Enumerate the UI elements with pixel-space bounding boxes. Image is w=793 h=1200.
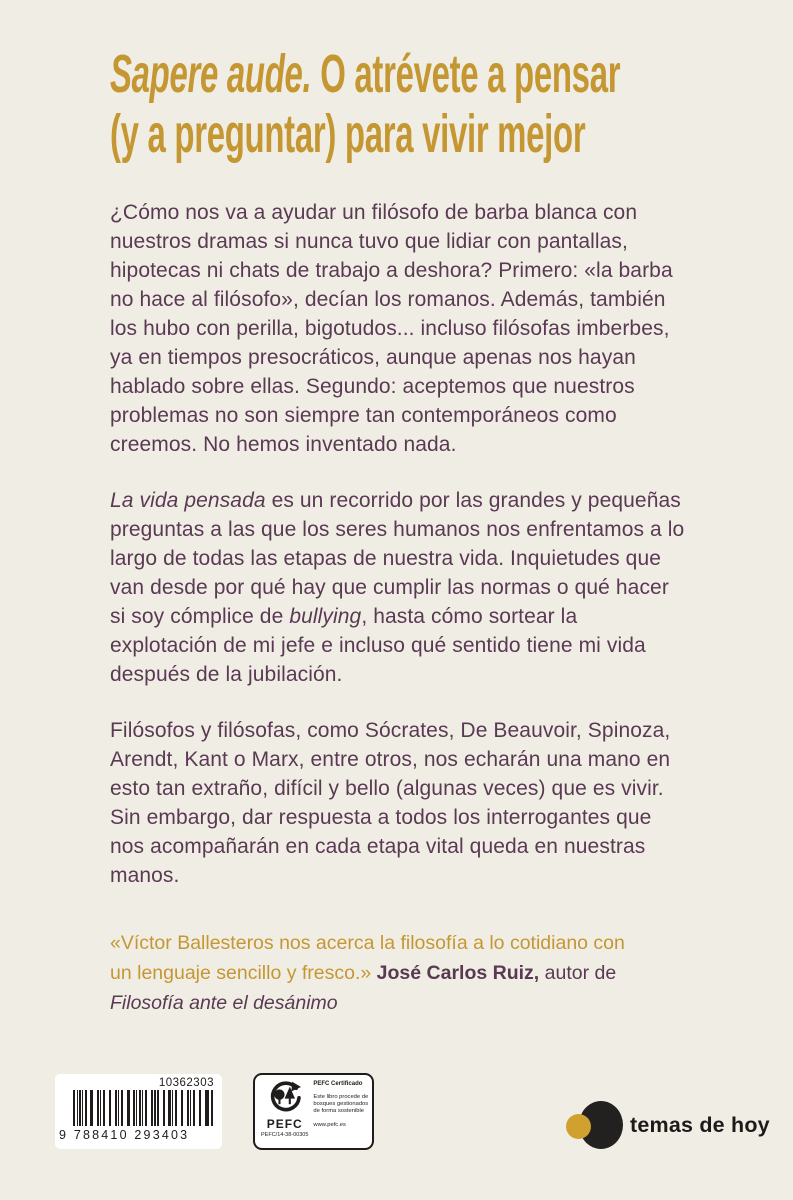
publisher-logo [566, 1098, 786, 1160]
synopsis-paragraph-2: La vida pensada es un recorrido por las grandes y pequeñas preguntas a las que los seres humanos nos enfrentamos a lo largo de todas las etapas de nuestra vida. Inquietudes que van desde por qué hay que cumplir las normas o qué hacer si soy cómplice de bullying, hasta cómo sortear la explotación de mi jefe e incluso qué sentido tiene mi vida después de la jubilación. [110, 489, 685, 686]
review-quote: «Víctor Ballesteros nos acerca la filosofía a lo cotidiano con un lenguaje sencillo y fresco.» José Carlos Ruiz, autor de Filosofía ante el desánimo [110, 932, 625, 1014]
publisher-gold-circle-icon [566, 1114, 591, 1139]
pefc-description: Este libro procede de bosques gestionados de forma sostenible [313, 1094, 369, 1114]
barcode-internal-number: 10362303 [158, 1077, 214, 1089]
publisher-name: temas de hoy [630, 1113, 770, 1137]
synopsis-paragraph-1: ¿Cómo nos va a ayudar un filósofo de barba blanca con nuestros dramas si nunca tuvo que lidiar con pantallas, hipotecas ni chats de trabajo a deshora? Primero: «la barba no hace al filósofo», decían los romanos. Además, también los hubo con perilla, bigotudos... incluso filósofas imberbes, ya en tiempos presocráticos, aunque apenas nos hayan hablado sobre ellas. Segundo: aceptemos que nuestros problemas no son siempre tan contemporáneos como creemos. No hemos inventado nada. [110, 201, 673, 456]
synopsis-paragraph-3: Filósofos y filósofas, como Sócrates, De Beauvoir, Spinoza, Arendt, Kant o Marx, entre otros, nos echarán una mano en esto tan extraño, difícil y bello (algunas veces) que es vivir. Sin embargo, dar respuesta a todos los interrogantes que nos acompañarán en cada etapa vital queda en nuestras manos. [110, 719, 671, 887]
pefc-url: www.pefc.es [313, 1122, 346, 1128]
pefc-cert-title: PEFC Certificado [313, 1081, 363, 1087]
pefc-certification-label [253, 1073, 374, 1150]
pefc-acronym: PEFC [266, 1117, 303, 1131]
book-title [110, 44, 793, 164]
isbn-ean-number: 9 788410 293403 [59, 1128, 190, 1142]
synopsis-text [110, 198, 685, 890]
book-title-line-1: Sapere aude. O atrévete a pensar [110, 44, 621, 104]
pefc-cert-code: PEFC/14-38-00305 [261, 1132, 309, 1138]
pefc-logo-icon [268, 1081, 302, 1118]
book-title-line-2: (y a preguntar) para vivir mejor [110, 104, 586, 164]
barcode-sticker [55, 1074, 222, 1149]
barcode-bars [73, 1090, 215, 1126]
